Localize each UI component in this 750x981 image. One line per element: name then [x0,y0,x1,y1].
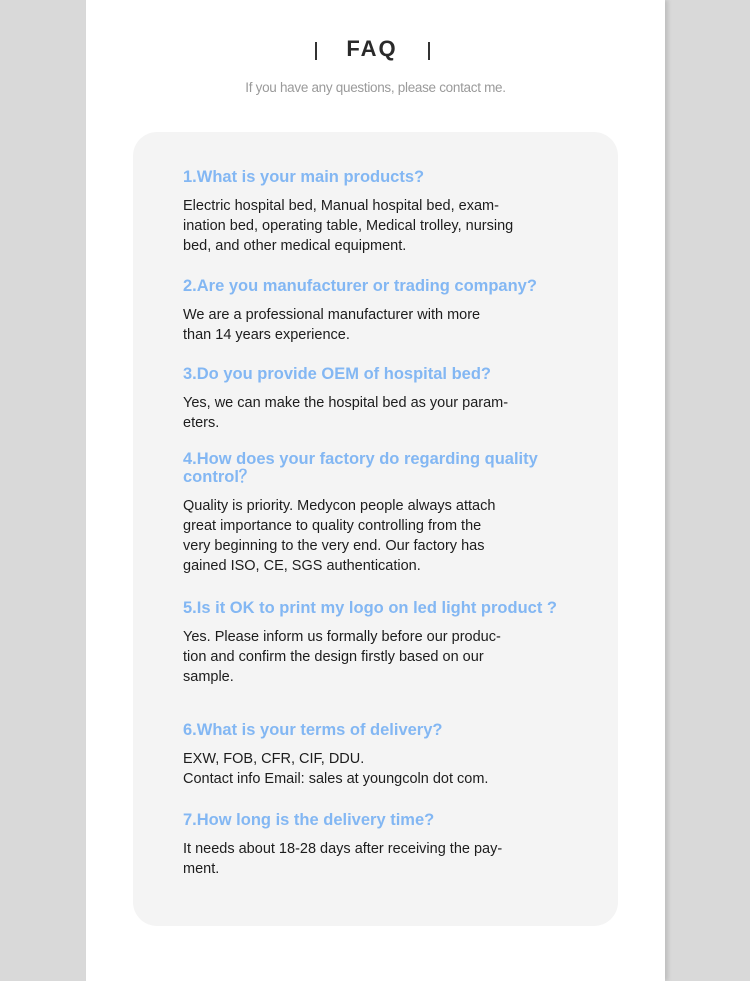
faq-card [133,132,618,926]
faq-answer: Yes. Please inform us formally before our produc- tion and confirm the design firstly based on our sample. [183,629,501,685]
faq-question: 6.What is your terms of delivery? [183,721,443,739]
faq-answer: We are a professional manufacturer with more than 14 years experience. [183,307,481,343]
faq-page [86,0,665,981]
title-divider-right [428,42,430,60]
faq-item-1 [183,168,578,256]
faq-question: 1.What is your main products? [183,168,425,186]
page-title: FAQ [346,36,398,61]
faq-question: 2.Are you manufacturer or trading company? [183,277,537,295]
faq-answer: EXW, FOB, CFR, CIF, DDU. Contact info Email: sales at youngcoln dot com. [183,751,489,787]
faq-question: 7.How long is the delivery time? [183,811,435,829]
faq-question: 3.Do you provide OEM of hospital bed? [183,365,492,383]
faq-answer: It needs about 18-28 days after receiving the pay- ment. [183,841,503,877]
faq-answer: Quality is priority. Medycon people always attach great importance to quality controlling from the very beginning to the very end. Our factory has gained ISO, CE, SGS authentication. [183,498,496,574]
faq-question: 4.How does your factory do regarding quality control？ [183,450,538,486]
faq-item-7 [183,811,578,879]
faq-item-6 [183,721,578,789]
faq-header [86,36,665,68]
faq-answer: Yes, we can make the hospital bed as your param- eters. [183,395,509,431]
faq-item-4 [183,450,578,576]
faq-item-2 [183,277,578,345]
page-subtitle: If you have any questions, please contact me. [245,80,506,95]
faq-item-3 [183,365,578,433]
faq-question: 5.Is it OK to print my logo on led light product ? [183,599,557,617]
faq-item-5 [183,599,578,687]
faq-answer: Electric hospital bed, Manual hospital bed, exam- ination bed, operating table, Medical trolley, nursing bed, and other medical equipment. [183,198,514,254]
